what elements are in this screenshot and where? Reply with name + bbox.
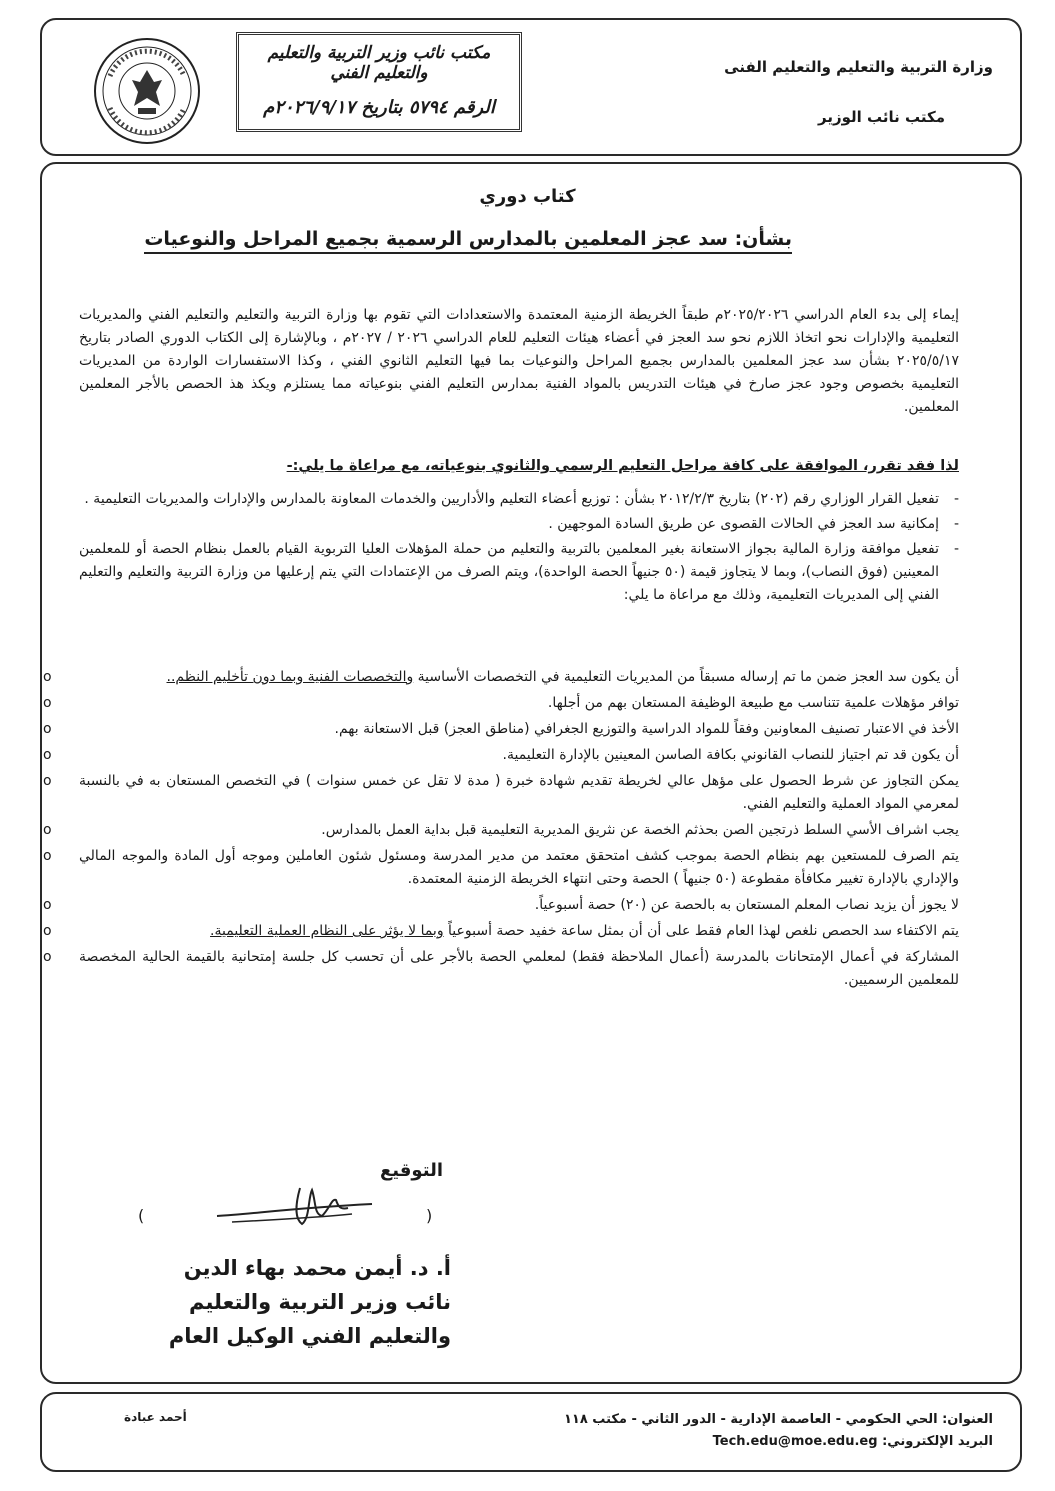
list-item	[43, 744, 959, 767]
list-item-text: تفعيل القرار الوزاري رقم (٢٠٢) بتاريخ ٢٠١٢/٢/٣ بشأن : توزيع أعضاء التعليم والأداريين والخدمات المعاونة بالمدارس والإدارات والمديريات التعليمية .	[84, 491, 939, 507]
footer-email: Tech.edu@moe.edu.eg	[712, 1434, 878, 1449]
signature-paren-right: )	[426, 1206, 433, 1225]
list-item-text: أن يكون قد تم اجتياز للنصاب القانوني بكافة الصاسن المعينين بالإدارة التعليمية.	[502, 747, 959, 763]
list-item	[43, 894, 959, 917]
signatory-name: أ. د. أيمن محمد بهاء الدين	[183, 1256, 451, 1280]
list-item-text: المشاركة في أعمال الإمتحانات بالمدرسة (أعمال الملاحظة فقط) لمعلمي الحصة بالأجر على أن تحسب كل جلسة إمتحانية بالقيمة الحالية المخصصة للمعلمين الرسميين.	[79, 949, 959, 988]
list-item	[43, 718, 959, 741]
list-item-text: يتم الصرف للمستعين بهم بنظام الحصة بموجب كشف امتحقق معتمد من مدير المدرسة ومسئول شئون العاملين وموجه أول المادة والموجه المالي والإداري بالإدارة تغيير مكافأة مقطوعة (٥٠ جنيهاً ) الحصة وحتى انتهاء الخريطة الزمنية المعتمدة.	[79, 848, 959, 887]
circle-bullet-icon: o	[43, 949, 52, 965]
ministry-seal-icon	[92, 36, 202, 146]
footer-email-line	[713, 1434, 993, 1449]
footer-author: أحمد عبادة	[124, 1410, 187, 1424]
list-item	[43, 920, 959, 943]
list-item	[43, 666, 959, 689]
list-item-text: يمكن التجاوز عن شرط الحصول على مؤهل عالي لخريطة تقديم شهادة خبرة ( مدة لا تقل عن خمس سنوات ) في التخصص المستعان به في بالنسبة لمعرمي المواد العملية والتعليم الفني.	[79, 773, 959, 812]
list-item-text: توافر مؤهلات علمية تتناسب مع طبيعة الوظيفة المستعان بهم من أجلها.	[547, 695, 959, 711]
circle-bullet-icon: o	[43, 747, 52, 763]
signatory-role-line2: والتعليم الفني الوكيل العام	[168, 1324, 451, 1348]
circle-bullet-icon: o	[43, 848, 52, 864]
signatory-role-line1: نائب وزير التربية والتعليم	[189, 1290, 451, 1314]
list-item-text: إمكانية سد العجز في الحالات القصوى عن طريق السادة الموجهين .	[548, 516, 939, 532]
list-item-text: لا يجوز أن يزيد نصاب المعلم المستعان به بالحصة عن (٢٠) حصة أسبوعياً.	[534, 897, 959, 913]
office-name: مكتب نائب الوزير	[817, 108, 945, 126]
circle-bullet-icon: o	[43, 695, 52, 711]
ministry-name: وزارة التربية والتعليم والتعليم الفنى	[724, 58, 993, 76]
document-title: كتاب دوري	[479, 186, 576, 207]
list-item	[43, 946, 959, 992]
circle-bullet-icon: o	[43, 721, 52, 737]
signature-paren-left: (	[138, 1206, 145, 1225]
condition-list	[43, 666, 959, 995]
circle-bullet-icon: o	[43, 822, 52, 838]
list-item	[43, 845, 959, 891]
list-item-underlined: وبما لا يؤثر على النظام العملية التعليمية.	[210, 923, 444, 939]
signature-heading: التوقيع	[380, 1160, 443, 1181]
circle-bullet-icon: o	[43, 897, 52, 913]
footer-address: العنوان: الحي الحكومي - العاصمة الإدارية - الدور الثاني - مكتب ١١٨	[563, 1412, 993, 1427]
incoming-stamp	[236, 32, 522, 132]
list-item	[43, 819, 959, 842]
decision-statement: لذا فقد تقرر، الموافقة على كافة مراحل التعليم الرسمي والثانوي بنوعياته، مع مراعاة ما يلي:-	[286, 458, 959, 474]
list-item-text: يجب اشراف الأسي السلط ذرتجين الصن بحذثم الخصة عن نثريق المديرية التعليمية قبل بداية العمل بالمدارس.	[321, 822, 959, 838]
handwritten-signature-icon	[212, 1178, 382, 1238]
circle-bullet-icon: o	[43, 669, 52, 685]
list-item-text: الأخذ في الاعتبار تصنيف المعاونين وفقاً للمواد الدراسية والتوزيع الجغرافي (مناطق العجز) قبل الاستعانة بهم.	[334, 721, 959, 737]
list-item-text: تفعيل موافقة وزارة المالية بجواز الاستعانة بغير المعلمين بالتربية والتعليم من حملة المؤهلات العليا التربوية القيام بالعمل بنظام الحصة أو للمعلمين المعينين (فوق النصاب)، وبما لا يتجاوز قيمة (٥٠ جنيهاً الحصة الواحدة)، ويتم الصرف من الإعتمادات التي يتم إرعليها من وزارة التربية والتعليم والتعليم الفني إلى المديريات التعليمية، وذلك مع مراعاة ما يلي:	[79, 541, 939, 603]
stamp-number: الرقم ٥٧٩٤ بتاريخ ٢٠٢٦/٩/١٧م	[263, 97, 495, 118]
footer-email-label: البريد الإلكتروني:	[882, 1434, 993, 1449]
list-item	[43, 692, 959, 715]
list-item: - تفعيل موافقة وزارة المالية بجواز الاستعانة بغير المعلمين بالتربية والتعليم من حملة المؤهلات العليا التربوية القيام بالعمل بنظام الحصة أو للمعلمين المعينين (فوق النصاب)، وبما لا يتجاوز قيمة (٥٠ جنيهاً الحصة الواحدة)، ويتم الصرف من الإعتمادات التي يتم إرعليها من وزارة التربية والتعليم والتعليم الفني إلى المديريات التعليمية، وذلك مع مراعاة ما يلي:	[79, 541, 959, 603]
circle-bullet-icon: o	[43, 923, 52, 939]
list-item-underlined: والتخصصات الفنية وبما دون تأخليم النظم..	[166, 669, 414, 685]
dash-list	[79, 488, 959, 609]
list-item: - تفعيل القرار الوزاري رقم (٢٠٢) بتاريخ ٢٠١٢/٢/٣ بشأن : توزيع أعضاء التعليم والأداريين والخدمات المعاونة بالمدارس والإدارات والمديريات التعليمية .	[84, 491, 959, 507]
list-item-text: أن يكون سد العجز ضمن ما تم إرساله مسبقاً من المديريات التعليمية في التخصصات الأساسية	[413, 669, 959, 685]
footer-frame	[40, 1392, 1022, 1472]
list-item: - إمكانية سد العجز في الحالات القصوى عن طريق السادة الموجهين .	[548, 516, 959, 532]
intro-paragraph: إيماء إلى بدء العام الدراسي ٢٠٢٥/٢٠٢٦م طبقاً الخريطة الزمنية المعتمدة والاستعدادات التي تقوم بها وزارة التربية والتعليم والتعليم الفني والمديريات التعليمية والإدارات نحو اتخاذ اللازم نحو سد العجز في أعضاء هيئات التعليم للعام الدراسي ٢٠٢٦ / ٢٠٢٧م ، وبالإشارة إلى الكتاب الدوري الصادر بتاريخ ٢٠٢٥/٥/١٧ بشأن سد عجز المعلمين بالمدارس بجميع المراحل والنوعيات بما فيها التعليم الثانوي الفني ، وكذا الاستفسارات الواردة من المديريات التعليمية بخصوص وجود عجز صارخ في هيئات التدريس بالمواد الفنية بمدارس التعليم الفني بنوعياته مما يستلزم ويكذ هذ الحصص بالأجر المعلمين المعلمين.	[79, 307, 959, 415]
stamp-title: مكتب نائب وزير التربية والتعليم والتعليم الفني	[267, 43, 491, 83]
circle-bullet-icon: o	[43, 773, 52, 789]
list-item	[43, 770, 959, 816]
document-subject: بشأن: سد عجز المعلمين بالمدارس الرسمية بجميع المراحل والنوعيات	[144, 228, 792, 254]
list-item-text: يتم الاكتفاء سد الحصص نلغص لهذا العام فقط على أن أن بمثل ساعة خفيد حصة أسبوعياً	[443, 923, 959, 939]
